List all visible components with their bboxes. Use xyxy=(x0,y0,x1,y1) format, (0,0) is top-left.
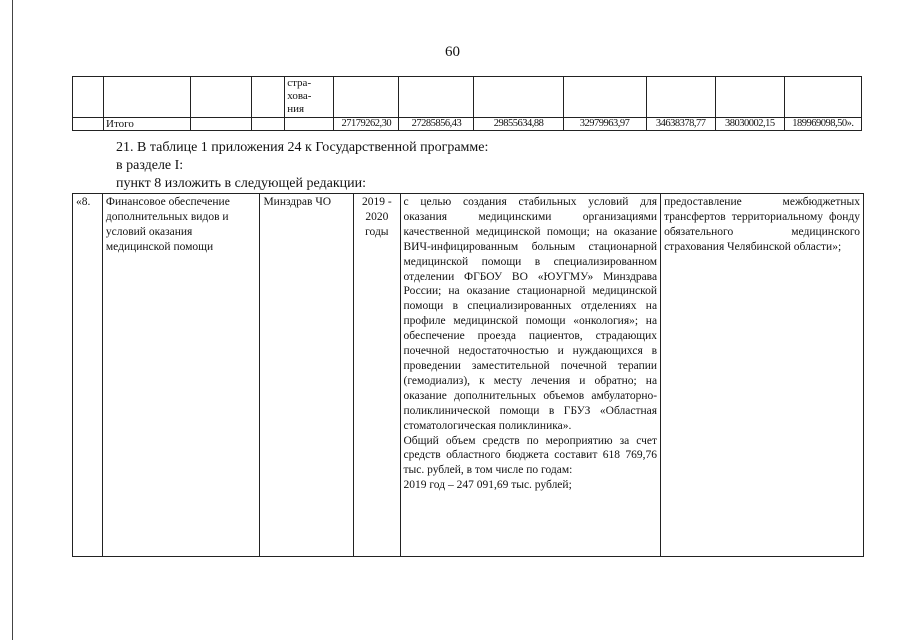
page-edge-line xyxy=(12,0,13,640)
executor: Минздрав ЧО xyxy=(260,194,354,557)
table-row-total xyxy=(73,118,862,131)
measure-table xyxy=(72,193,864,557)
total-2017: 32979963,97 xyxy=(563,118,646,131)
measure-description: с целью создания стабильных условий для оказания медицинскими организациями качественной медицинской помощи; на оказание ВИЧ-инфицированным больным стационарной медицинской помощи в специализированном отделении ФГБОУ ВО «ЮУГМУ» Минздрава России; на оказание стационарной медицинской помощи в специализированных отделениях на профиле медицинской помощи «онкология»; на обеспечение проезда пациентов, страдающих почечной недостаточностью и нуждающихся в проведении заместительной почечной терапии (гемодиализ), к месту лечения и обратно; на оказание дополнительных объемов амбулаторно-поликлинической помощи в ГБУЗ «Областная стоматологическая поликлиника». xyxy=(403,196,658,432)
funding-table-fragment xyxy=(72,76,862,131)
measure-name: Финансовое обеспечение дополнительных видов и условий оказания медицинской помощи xyxy=(102,194,260,557)
paragraph-section: в разделе I: xyxy=(116,158,184,173)
volume-2019: 2019 год – 247 091,69 тыс. рублей; xyxy=(403,479,572,492)
total-label: Итого xyxy=(104,118,191,131)
total-all: 189969098,50». xyxy=(784,118,861,131)
total-2015: 27285856,43 xyxy=(399,118,474,131)
total-2014: 27179262,30 xyxy=(334,118,399,131)
description-cell xyxy=(400,194,661,557)
paragraph-21: 21. В таблице 1 приложения 24 к Государственной программе: xyxy=(116,140,489,155)
years: 2019 - 2020 годы xyxy=(354,194,400,557)
paragraph-item8: пункт 8 изложить в следующей редакции: xyxy=(116,176,366,191)
total-2019: 38030002,15 xyxy=(715,118,784,131)
table-row xyxy=(73,77,862,118)
total-2016: 29855634,88 xyxy=(474,118,563,131)
partial-cell-text: стра- хова- ния xyxy=(285,77,334,118)
row-number: «8. xyxy=(73,194,103,557)
expected-result: предоставление межбюджетных трансфертов территориальному фонду обязательного медицинского страхования Челябинской области»; xyxy=(661,194,864,557)
table-row-item8 xyxy=(73,194,864,557)
page-number: 60 xyxy=(445,44,460,60)
total-volume: Общий объем средств по мероприятию за счет средств областного бюджета составит 618 769,76 тыс. рублей, в том числе по годам: xyxy=(403,434,658,477)
total-2018: 34638378,77 xyxy=(646,118,715,131)
